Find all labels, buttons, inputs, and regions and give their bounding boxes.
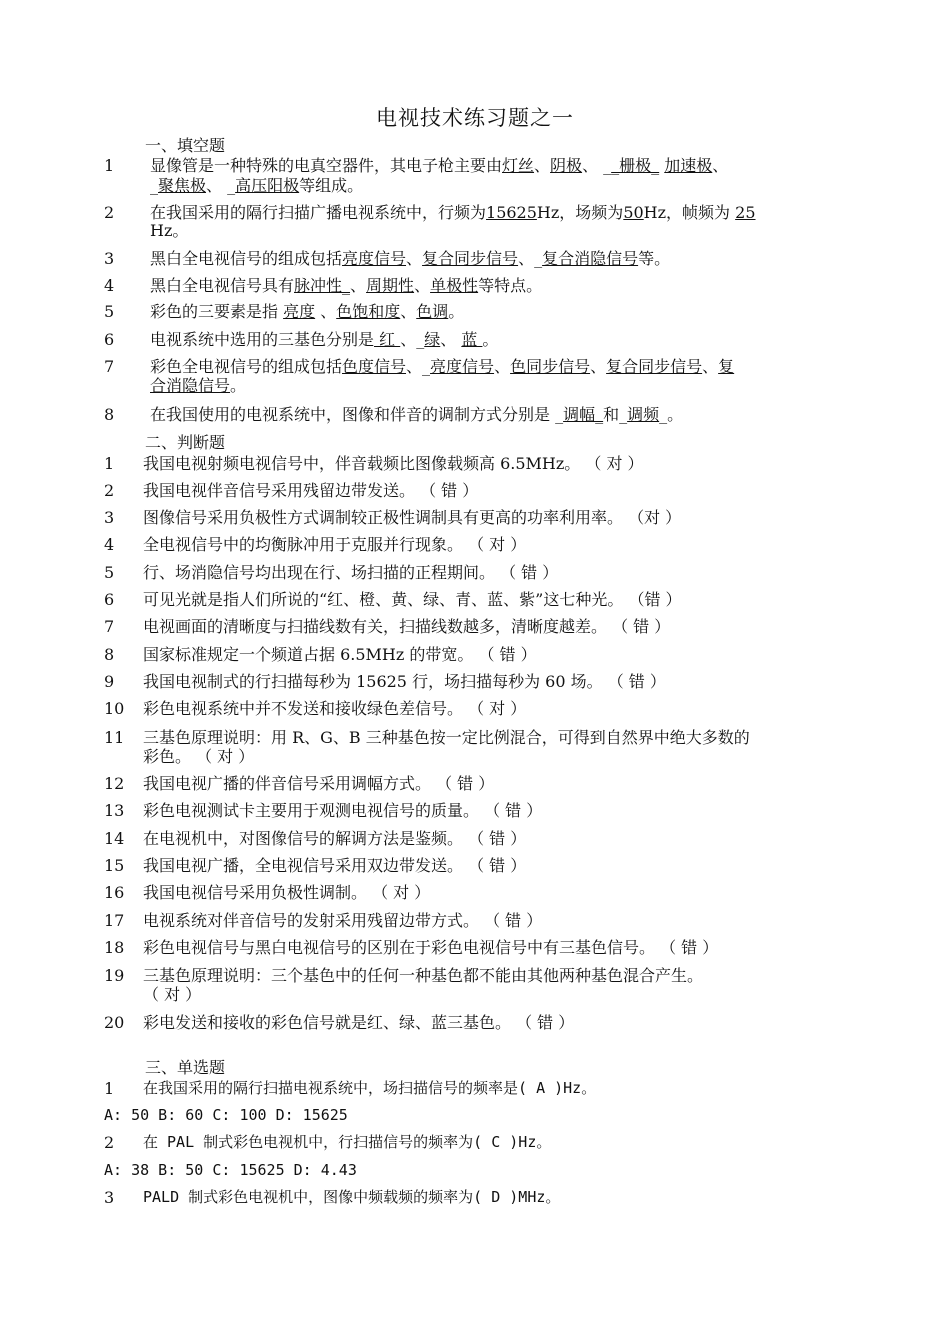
item-number: 16 xyxy=(104,883,125,902)
page-title: 电视技术练习题之一 xyxy=(376,106,574,130)
question-text: 。 xyxy=(448,302,465,321)
question-text: 、 xyxy=(414,276,431,295)
item-text: 我国电视广播，全电视信号采用双边带发送。 （ 错 ） xyxy=(143,856,527,875)
item-number: 1 xyxy=(104,1079,115,1098)
item-text: 图像信号采用负极性方式调制较正极性调制具有更高的功率利用率。 （对 ） xyxy=(143,508,682,527)
answer-blank: 色同步信号 xyxy=(510,357,591,376)
item-number: 1 xyxy=(104,454,115,473)
answer-blank: 红 xyxy=(374,330,401,349)
item-number: 3 xyxy=(104,249,115,268)
question-text: 等组成。 xyxy=(299,176,364,195)
answer-blank: 色度信号 xyxy=(342,357,407,376)
item-text: 彩电发送和接收的彩色信号就是红、绿、蓝三基色。 （ 错 ） xyxy=(143,1013,575,1032)
answer-blank: 复合同步信号 xyxy=(606,357,703,376)
item-number: 7 xyxy=(104,617,115,636)
question-options: A: 50 B: 60 C: 100 D: 15625 xyxy=(104,1106,348,1124)
answer-blank: 色调 xyxy=(416,302,449,321)
question-text: 、 xyxy=(712,156,729,175)
answer-blank: 25 xyxy=(735,203,756,222)
question-text: Hz，场频为 xyxy=(536,203,624,222)
item-text: 彩色电视系统中并不发送和接收绿色差信号。 （ 对 ） xyxy=(143,699,527,718)
answer-blank: 单极性 xyxy=(430,276,479,295)
item-number: 2 xyxy=(104,1133,115,1152)
section-fill-heading: 一、填空题 xyxy=(145,136,226,155)
answer-blank: 复 xyxy=(718,357,735,376)
question-text: 等。 xyxy=(638,249,671,268)
item-text: 三基色原理说明：用 R、G、B 三种基色按一定比例混合，可得到自然界中绝大多数的 xyxy=(143,728,750,747)
question-text: 和_ xyxy=(603,405,628,424)
question-text: 、 _ xyxy=(206,176,236,195)
answer-blank: 合消隐信号 xyxy=(150,376,231,395)
question-text: _。 xyxy=(659,405,684,424)
item-number: 2 xyxy=(104,481,115,500)
item-line xyxy=(150,357,850,376)
item-number: 5 xyxy=(104,563,115,582)
question-options: A: 38 B: 50 C: 15625 D: 4.43 xyxy=(104,1161,357,1179)
question-text: _ xyxy=(150,176,158,195)
question-text: 彩色全电视信号的组成包括 xyxy=(150,357,343,376)
answer-blank: 复合同步信号 xyxy=(422,249,519,268)
answer-blank: 50 xyxy=(623,203,644,222)
item-text: 国家标准规定一个频道占据 6.5MHz 的带宽。 （ 错 ） xyxy=(143,645,537,664)
item-number: 3 xyxy=(104,1188,115,1207)
item-number: 2 xyxy=(104,203,115,222)
answer-blank: 高压阳极 xyxy=(235,176,300,195)
item-number: 5 xyxy=(104,302,115,321)
answer-blank: 脉冲性_ xyxy=(294,276,351,295)
section-judge-heading: 二、判断题 xyxy=(145,433,226,452)
question-text: 、_ xyxy=(518,249,543,268)
item-number: 20 xyxy=(104,1013,125,1032)
item-line xyxy=(150,376,850,395)
item-text: 电视画面的清晰度与扫描线数有关，扫描线数越多，清晰度越差。 （ 错 ） xyxy=(143,617,671,636)
item-number: 17 xyxy=(104,911,125,930)
question-text: 、 xyxy=(400,302,417,321)
question-text: 、 xyxy=(494,357,511,376)
item-line xyxy=(150,221,850,240)
item-text: 行、场消隐信号均出现在行、场扫描的正程期间。 （ 错 ） xyxy=(143,563,559,582)
item-number: 3 xyxy=(104,508,115,527)
item-number: 14 xyxy=(104,829,125,848)
item-number: 15 xyxy=(104,856,125,875)
item-number: 6 xyxy=(104,590,115,609)
answer-blank: 亮度信号 xyxy=(342,249,407,268)
item-number: 4 xyxy=(104,276,115,295)
item-number: 8 xyxy=(104,405,115,424)
item-text: 我国电视信号采用负极性调制。 （ 对 ） xyxy=(143,883,431,902)
item-text: 彩色电视信号与黑白电视信号的区别在于彩色电视信号中有三基色信号。 （ 错 ） xyxy=(143,938,719,957)
item-line xyxy=(150,156,850,175)
item-number: 10 xyxy=(104,699,125,718)
item-line xyxy=(150,276,850,295)
item-number: 8 xyxy=(104,645,115,664)
question-text: 电视系统中选用的三基色分别是 xyxy=(150,330,375,349)
answer-blank: 调频 xyxy=(627,405,660,424)
question-text: 、 xyxy=(406,249,423,268)
question-text: 、 xyxy=(702,357,719,376)
item-number: 19 xyxy=(104,966,125,985)
question-text: 等特点。 xyxy=(478,276,543,295)
item-text: 电视系统对伴音信号的发射采用残留边带方式。 （ 错 ） xyxy=(143,911,543,930)
item-line xyxy=(150,249,850,268)
answer-blank: 聚焦极 xyxy=(158,176,207,195)
question-text: Hz。 xyxy=(150,221,189,240)
question-text: 、_ xyxy=(400,330,425,349)
question-text: PALD 制式彩色电视机中，图像中频载频的频率为( D )MHz。 xyxy=(143,1188,561,1206)
item-text: 我国电视制式的行扫描每秒为 15625 行，场扫描每秒为 60 场。 （ 错 ） xyxy=(143,672,666,691)
item-text: 在电视机中，对图像信号的解调方法是鉴频。 （ 错 ） xyxy=(143,829,527,848)
answer-blank: 蓝 xyxy=(461,330,483,349)
question-text: 、 _ xyxy=(582,156,612,175)
answer-blank: 绿 xyxy=(424,330,441,349)
item-line xyxy=(150,302,850,321)
answer-blank: 灯丝 xyxy=(502,156,535,175)
question-text: 显像管是一种特殊的电真空器件，其电子枪主要由 xyxy=(150,156,503,175)
item-text: 可见光就是指人们所说的“红、橙、黄、绿、青、蓝、紫”这七种光。 （错 ） xyxy=(143,590,682,609)
section-single-heading: 三、单选题 xyxy=(145,1058,226,1077)
answer-blank: 周期性 xyxy=(366,276,415,295)
item-text: 三基色原理说明：三个基色中的任何一种基色都不能由其他两种基色混合产生。 xyxy=(143,966,704,985)
question-text: 在我国采用的隔行扫描广播电视系统中，行频为 xyxy=(150,203,487,222)
item-line xyxy=(150,405,850,424)
item-line xyxy=(150,330,850,349)
item-number: 7 xyxy=(104,357,115,376)
item-text: 彩色电视测试卡主要用于观测电视信号的质量。 （ 错 ） xyxy=(143,801,543,820)
question-text: 。 xyxy=(482,330,499,349)
item-line xyxy=(150,203,850,222)
answer-blank: 加速极 xyxy=(664,156,713,175)
item-text: （ 对 ） xyxy=(143,985,202,1004)
answer-blank: 色饱和度 xyxy=(336,302,401,321)
question-text: 在我国使用的电视系统中，图像和伴音的调制方式分别是 _ xyxy=(150,405,564,424)
item-number: 13 xyxy=(104,801,125,820)
answer-blank: 阴极 xyxy=(550,156,583,175)
item-number: 4 xyxy=(104,535,115,554)
answer-blank: 复合消隐信号 xyxy=(542,249,639,268)
item-number: 12 xyxy=(104,774,125,793)
item-text: 我国电视射频电视信号中，伴音载频比图像载频高 6.5MHz。 （ 对 ） xyxy=(143,454,644,473)
question-text: 、 xyxy=(350,276,367,295)
question-text: 、 xyxy=(590,357,607,376)
question-text: 在我国采用的隔行扫描电视系统中，场扫描信号的频率是( A )Hz。 xyxy=(143,1079,597,1097)
question-text: 、 xyxy=(534,156,551,175)
item-number: 9 xyxy=(104,672,115,691)
answer-blank: 亮度信号 xyxy=(430,357,495,376)
question-text: 黑白全电视信号具有 xyxy=(150,276,295,295)
question-text: 黑白全电视信号的组成包括 xyxy=(150,249,343,268)
item-number: 11 xyxy=(104,728,125,747)
item-line xyxy=(150,176,850,195)
answer-blank: 亮度 xyxy=(283,302,316,321)
item-number: 6 xyxy=(104,330,115,349)
question-text: 、 xyxy=(440,330,462,349)
question-text: Hz，帧频为 xyxy=(643,203,736,222)
item-text: 彩色。 （ 对 ） xyxy=(143,747,255,766)
item-text: 我国电视广播的伴音信号采用调幅方式。 （ 错 ） xyxy=(143,774,495,793)
question-text: 。 xyxy=(230,376,247,395)
answer-blank: 15625 xyxy=(486,203,537,222)
answer-blank: _栅极_ xyxy=(611,156,660,175)
item-text: 我国电视伴音信号采用残留边带发送。 （ 错 ） xyxy=(143,481,479,500)
question-text: 在 PAL 制式彩色电视机中，行扫描信号的频率为( C )Hz。 xyxy=(143,1133,552,1151)
question-text: 、_ xyxy=(406,357,431,376)
answer-blank: 调幅_ xyxy=(563,405,604,424)
item-text: 全电视信号中的均衡脉冲用于克服并行现象。 （ 对 ） xyxy=(143,535,527,554)
question-text: 彩色的三要素是指 xyxy=(150,302,284,321)
item-number: 1 xyxy=(104,156,115,175)
item-number: 18 xyxy=(104,938,125,957)
question-text: 、 xyxy=(315,302,337,321)
